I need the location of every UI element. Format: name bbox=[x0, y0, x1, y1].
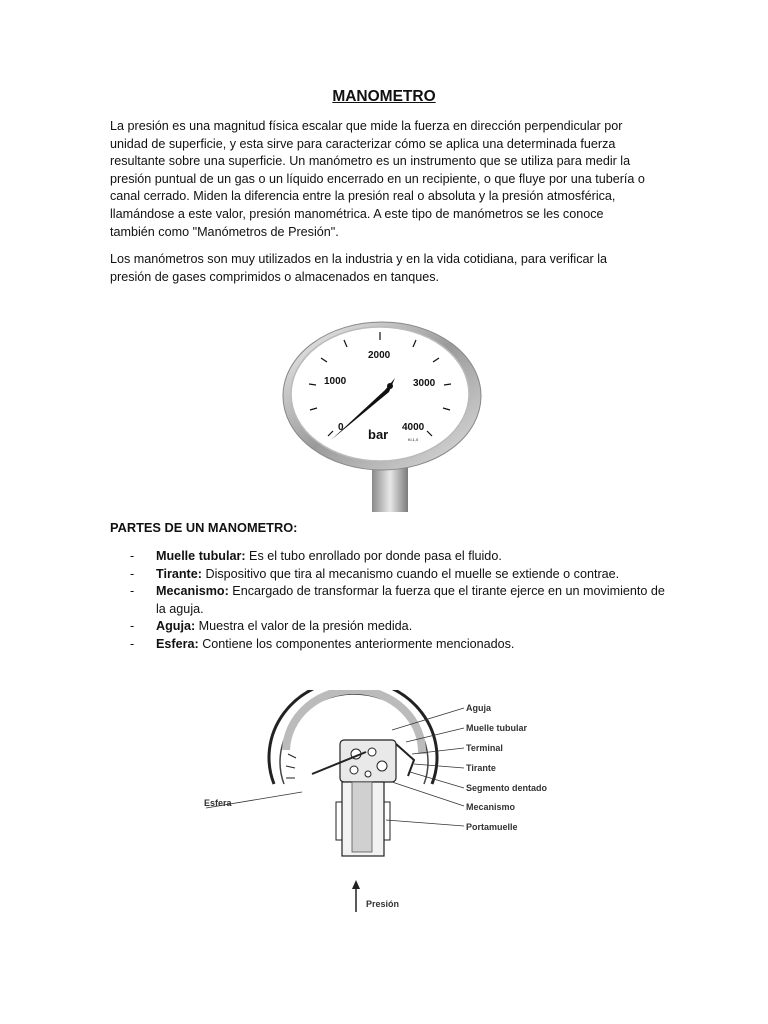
part-desc: Es el tubo enrollado por donde pasa el fluido. bbox=[245, 549, 502, 563]
manometer-parts-diagram bbox=[196, 690, 572, 914]
part-term: Mecanismo: bbox=[156, 584, 229, 599]
part-desc: Contiene los componentes anteriormente mencionados. bbox=[198, 636, 515, 651]
part-term: Esfera: bbox=[156, 636, 199, 651]
gauge-label-0: 0 bbox=[338, 422, 344, 433]
gauge-label-1000: 1000 bbox=[324, 376, 347, 387]
list-item: - Aguja: Muestra el valor de la presión medida. bbox=[130, 619, 413, 634]
diagram-pressure-arrow bbox=[352, 880, 360, 889]
parts-heading: PARTES DE UN MANOMETRO: bbox=[110, 520, 298, 535]
list-item: - Muelle tubular: Es el tubo enrollado por donde pasa el fluido. bbox=[130, 549, 502, 563]
diagram-label-presion: Presión bbox=[366, 899, 400, 909]
part-term: Tirante: bbox=[156, 566, 202, 581]
part-desc: Encargado de transformar la fuerza que el tirante ejerce en un movimiento de la aguja. bbox=[156, 584, 665, 616]
diagram-label-esfera: Esfera bbox=[204, 798, 232, 808]
gauge-stem bbox=[372, 468, 408, 512]
diagram-label-aguja: Aguja bbox=[466, 703, 492, 713]
diagram-label-terminal: Terminal bbox=[466, 743, 503, 753]
gauge-label-3000: 3000 bbox=[413, 378, 436, 389]
page-title: MANOMETRO bbox=[332, 88, 436, 105]
intro-paragraph-2: Los manómetros son muy utilizados en la industria y en la vida cotidiana, para verificar la presión de gases comprimidos o almacenados en tanques. bbox=[110, 252, 608, 284]
list-item: - Tirante: Dispositivo que tira al mecanismo cuando el muelle se extiende o contrae. bbox=[130, 566, 620, 581]
part-term: Muelle tubular: bbox=[156, 549, 246, 563]
diagram-label-segmento: Segmento dentado bbox=[466, 783, 548, 793]
diagram-label-mecanismo: Mecanismo bbox=[466, 802, 516, 812]
gauge-label-2000: 2000 bbox=[368, 350, 391, 361]
gauge-label-4000: 4000 bbox=[402, 422, 425, 433]
gauge-needle-hub bbox=[387, 383, 393, 389]
pressure-gauge-image bbox=[276, 318, 486, 518]
diagram-label-muelle: Muelle tubular bbox=[466, 723, 528, 733]
parts-list bbox=[110, 548, 670, 654]
list-item: - Mecanismo: Encargado de transformar la fuerza que el tirante ejerce en un movimiento de la aguja. bbox=[130, 584, 665, 616]
part-desc: Muestra el valor de la presión medida. bbox=[195, 619, 413, 634]
gauge-unit: bar bbox=[368, 427, 389, 442]
part-desc: Dispositivo que tira al mecanismo cuando el muelle se extiende o contrae. bbox=[201, 566, 620, 581]
diagram-label-tirante: Tirante bbox=[466, 763, 496, 773]
list-item: - Esfera: Contiene los componentes anteriormente mencionados. bbox=[130, 636, 515, 651]
intro-paragraph-1: La presión es una magnitud física escalar que mide la fuerza en dirección perpendicular por unidad de superficie, y esta sirve para caracterizar cómo se aplica una determinada fuerza resultante sobre una superficie. Un manómetro es un instrumento que se utiliza para medir la presión puntual de un gas o un líquido encerrado en un recipiente, o que fluye por una tubería o canal cerrado. Miden la diferencia entre la presión real o absoluta y la presión atmosférica, llamándose a este valor, presión manométrica. A este tipo de manómetros se les conoce también como "Manómetros de Presión". bbox=[110, 119, 645, 239]
diagram-label-portamuelle: Portamuelle bbox=[466, 822, 518, 832]
part-term: Aguja: bbox=[156, 619, 196, 634]
gauge-class-text: Kl.1,0 bbox=[408, 437, 419, 442]
